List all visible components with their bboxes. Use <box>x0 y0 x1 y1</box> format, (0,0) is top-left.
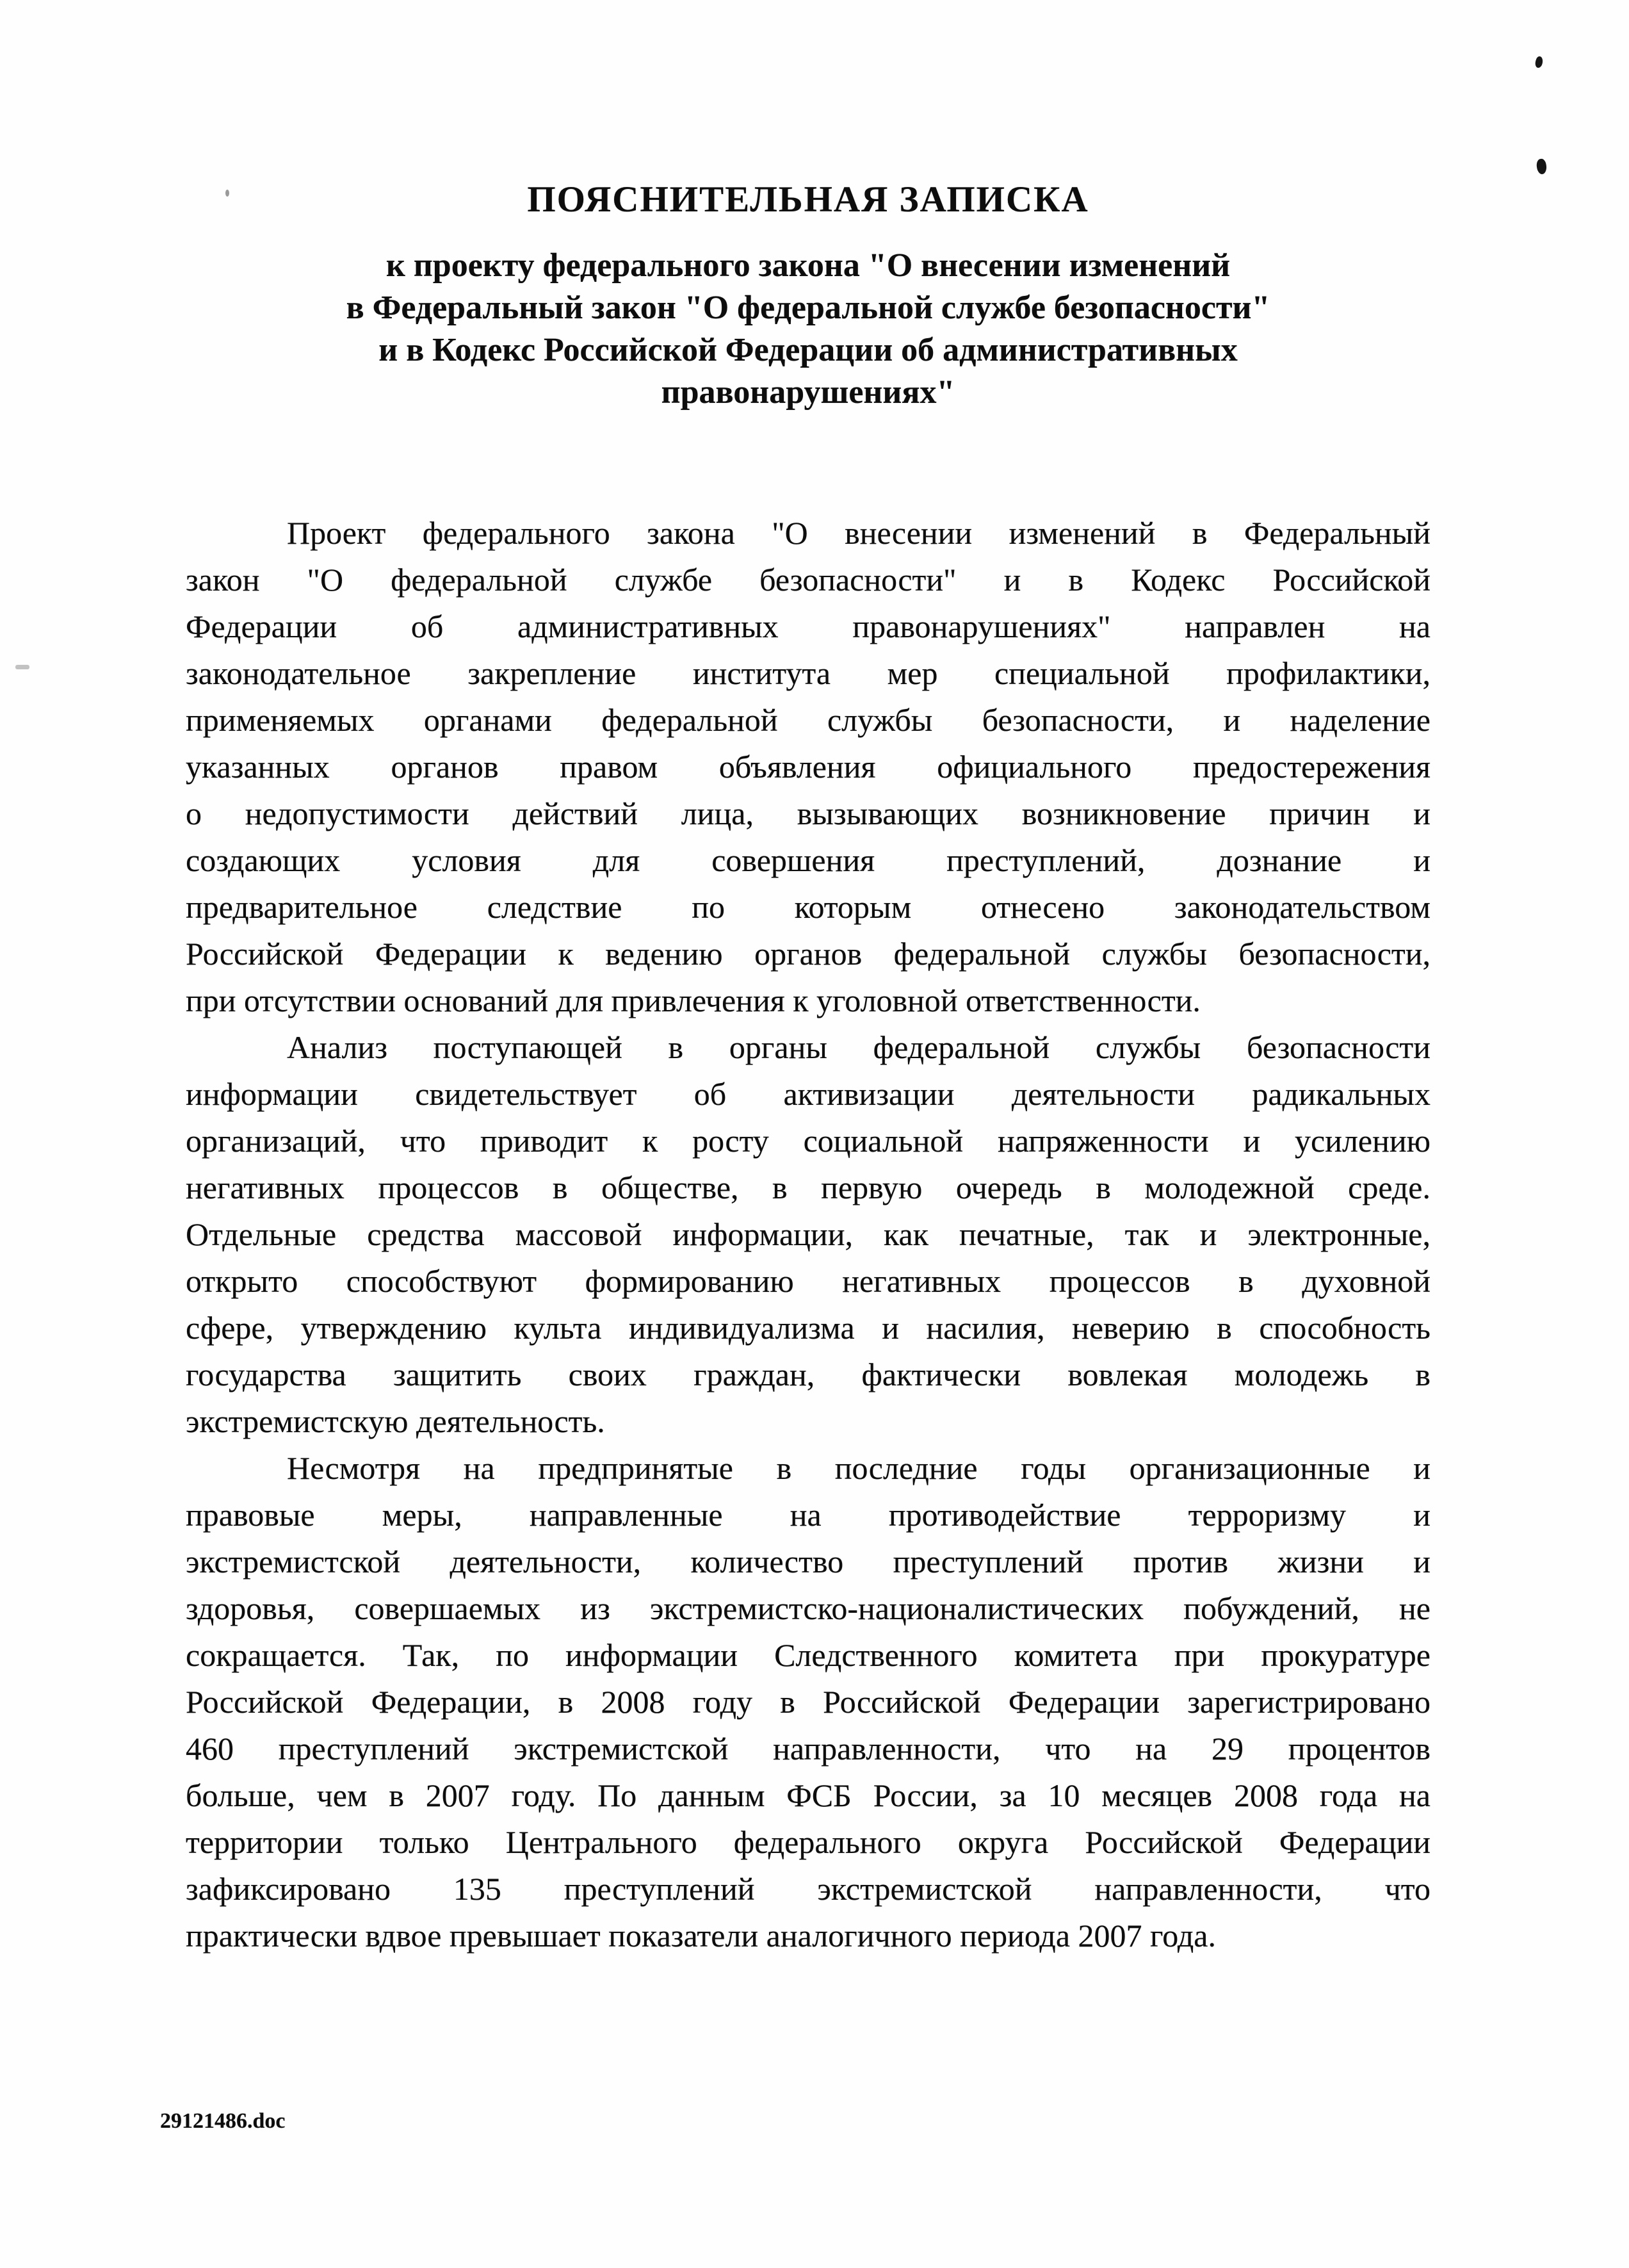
text-line: Анализ поступающей в органы федеральной службы безопасности <box>287 1029 1430 1065</box>
text-line: государства защитить своих граждан, фактически вовлекая молодежь в <box>186 1357 1430 1392</box>
text-line: о недопустимости действий лица, вызывающих возникновение причин и <box>186 795 1430 831</box>
text-line: законодательное закрепление института мер специальной профилактики, <box>186 655 1430 691</box>
document-title: ПОЯСНИТЕЛЬНАЯ ЗАПИСКА <box>527 179 1089 220</box>
text-line: Федерации об административных правонарушениях" направлен на <box>186 608 1430 644</box>
text-line: экстремистскую деятельность. <box>186 1403 605 1439</box>
footer-filename: 29121486.doc <box>160 2109 286 2133</box>
ink-speck <box>1534 56 1544 69</box>
subtitle-line: к проекту федерального закона "О внесении изменений <box>385 247 1231 284</box>
text-column <box>186 181 1430 1959</box>
text-line: больше, чем в 2007 году. По данным ФСБ России, за 10 месяцев 2008 года на <box>186 1777 1430 1813</box>
text-line: экстремистской деятельности, количество преступлений против жизни и <box>186 1544 1430 1579</box>
text-line: зафиксировано 135 преступлений экстремистской направленности, что <box>186 1871 1430 1907</box>
text-line: закон "О федеральной службе безопасности" и в Кодекс Российской <box>186 562 1430 598</box>
text-line: информации свидетельствует об активизации деятельности радикальных <box>186 1076 1430 1112</box>
document-body <box>186 510 1430 1959</box>
text-line: Российской Федерации к ведению органов федеральной службы безопасности, <box>186 936 1430 972</box>
text-line: Несмотря на предпринятые в последние годы организационные и <box>287 1450 1430 1486</box>
text-line: указанных органов правом объявления официального предостережения <box>186 749 1430 785</box>
text-line: 460 преступлений экстремистской направленности, что на 29 процентов <box>186 1731 1430 1766</box>
ink-speck <box>1536 158 1547 175</box>
text-line: территории только Центрального федерального округа Российской Федерации <box>186 1824 1430 1860</box>
text-line: правовые меры, направленные на противодействие терроризму и <box>186 1497 1430 1533</box>
text-line: негативных процессов в обществе, в первую очередь в молодежной среде. <box>186 1170 1430 1205</box>
text-line: создающих условия для совершения преступлений, дознание и <box>186 842 1430 878</box>
subtitle-line: правонарушениях" <box>661 374 955 411</box>
text-line: при отсутствии оснований для привлечения к уголовной ответственности. <box>186 983 1201 1018</box>
text-line: здоровья, совершаемых из экстремистско-националистических побуждений, не <box>186 1590 1430 1626</box>
paragraph <box>186 1024 1430 1445</box>
text-line: применяемых органами федеральной службы безопасности, и наделение <box>186 702 1430 738</box>
document-subtitle <box>186 245 1430 414</box>
text-line: организаций, что приводит к росту социальной напряженности и усилению <box>186 1123 1430 1159</box>
text-line: Проект федерального закона "О внесении изменений в Федеральный <box>287 515 1430 551</box>
subtitle-line: в Федеральный закон "О федеральной службе безопасности" <box>346 290 1270 326</box>
text-line: предварительное следствие по которым отнесено законодательством <box>186 889 1430 925</box>
text-line: сфере, утверждению культа индивидуализма и насилия, неверию в способность <box>186 1310 1430 1346</box>
ink-speck <box>15 665 29 669</box>
text-line: сокращается. Так, по информации Следственного комитета при прокуратуре <box>186 1637 1430 1673</box>
paragraph <box>186 1445 1430 1959</box>
text-line: открыто способствуют формированию негативных процессов в духовной <box>186 1263 1430 1299</box>
text-line: Отдельные средства массовой информации, как печатные, так и электронные, <box>186 1216 1430 1252</box>
paragraph <box>186 510 1430 1024</box>
text-line: практически вдвое превышает показатели аналогичного периода 2007 года. <box>186 1918 1216 1954</box>
text-line: Российской Федерации, в 2008 году в Российской Федерации зарегистрировано <box>186 1684 1430 1720</box>
subtitle-line: и в Кодекс Российской Федерации об административных <box>378 332 1238 368</box>
